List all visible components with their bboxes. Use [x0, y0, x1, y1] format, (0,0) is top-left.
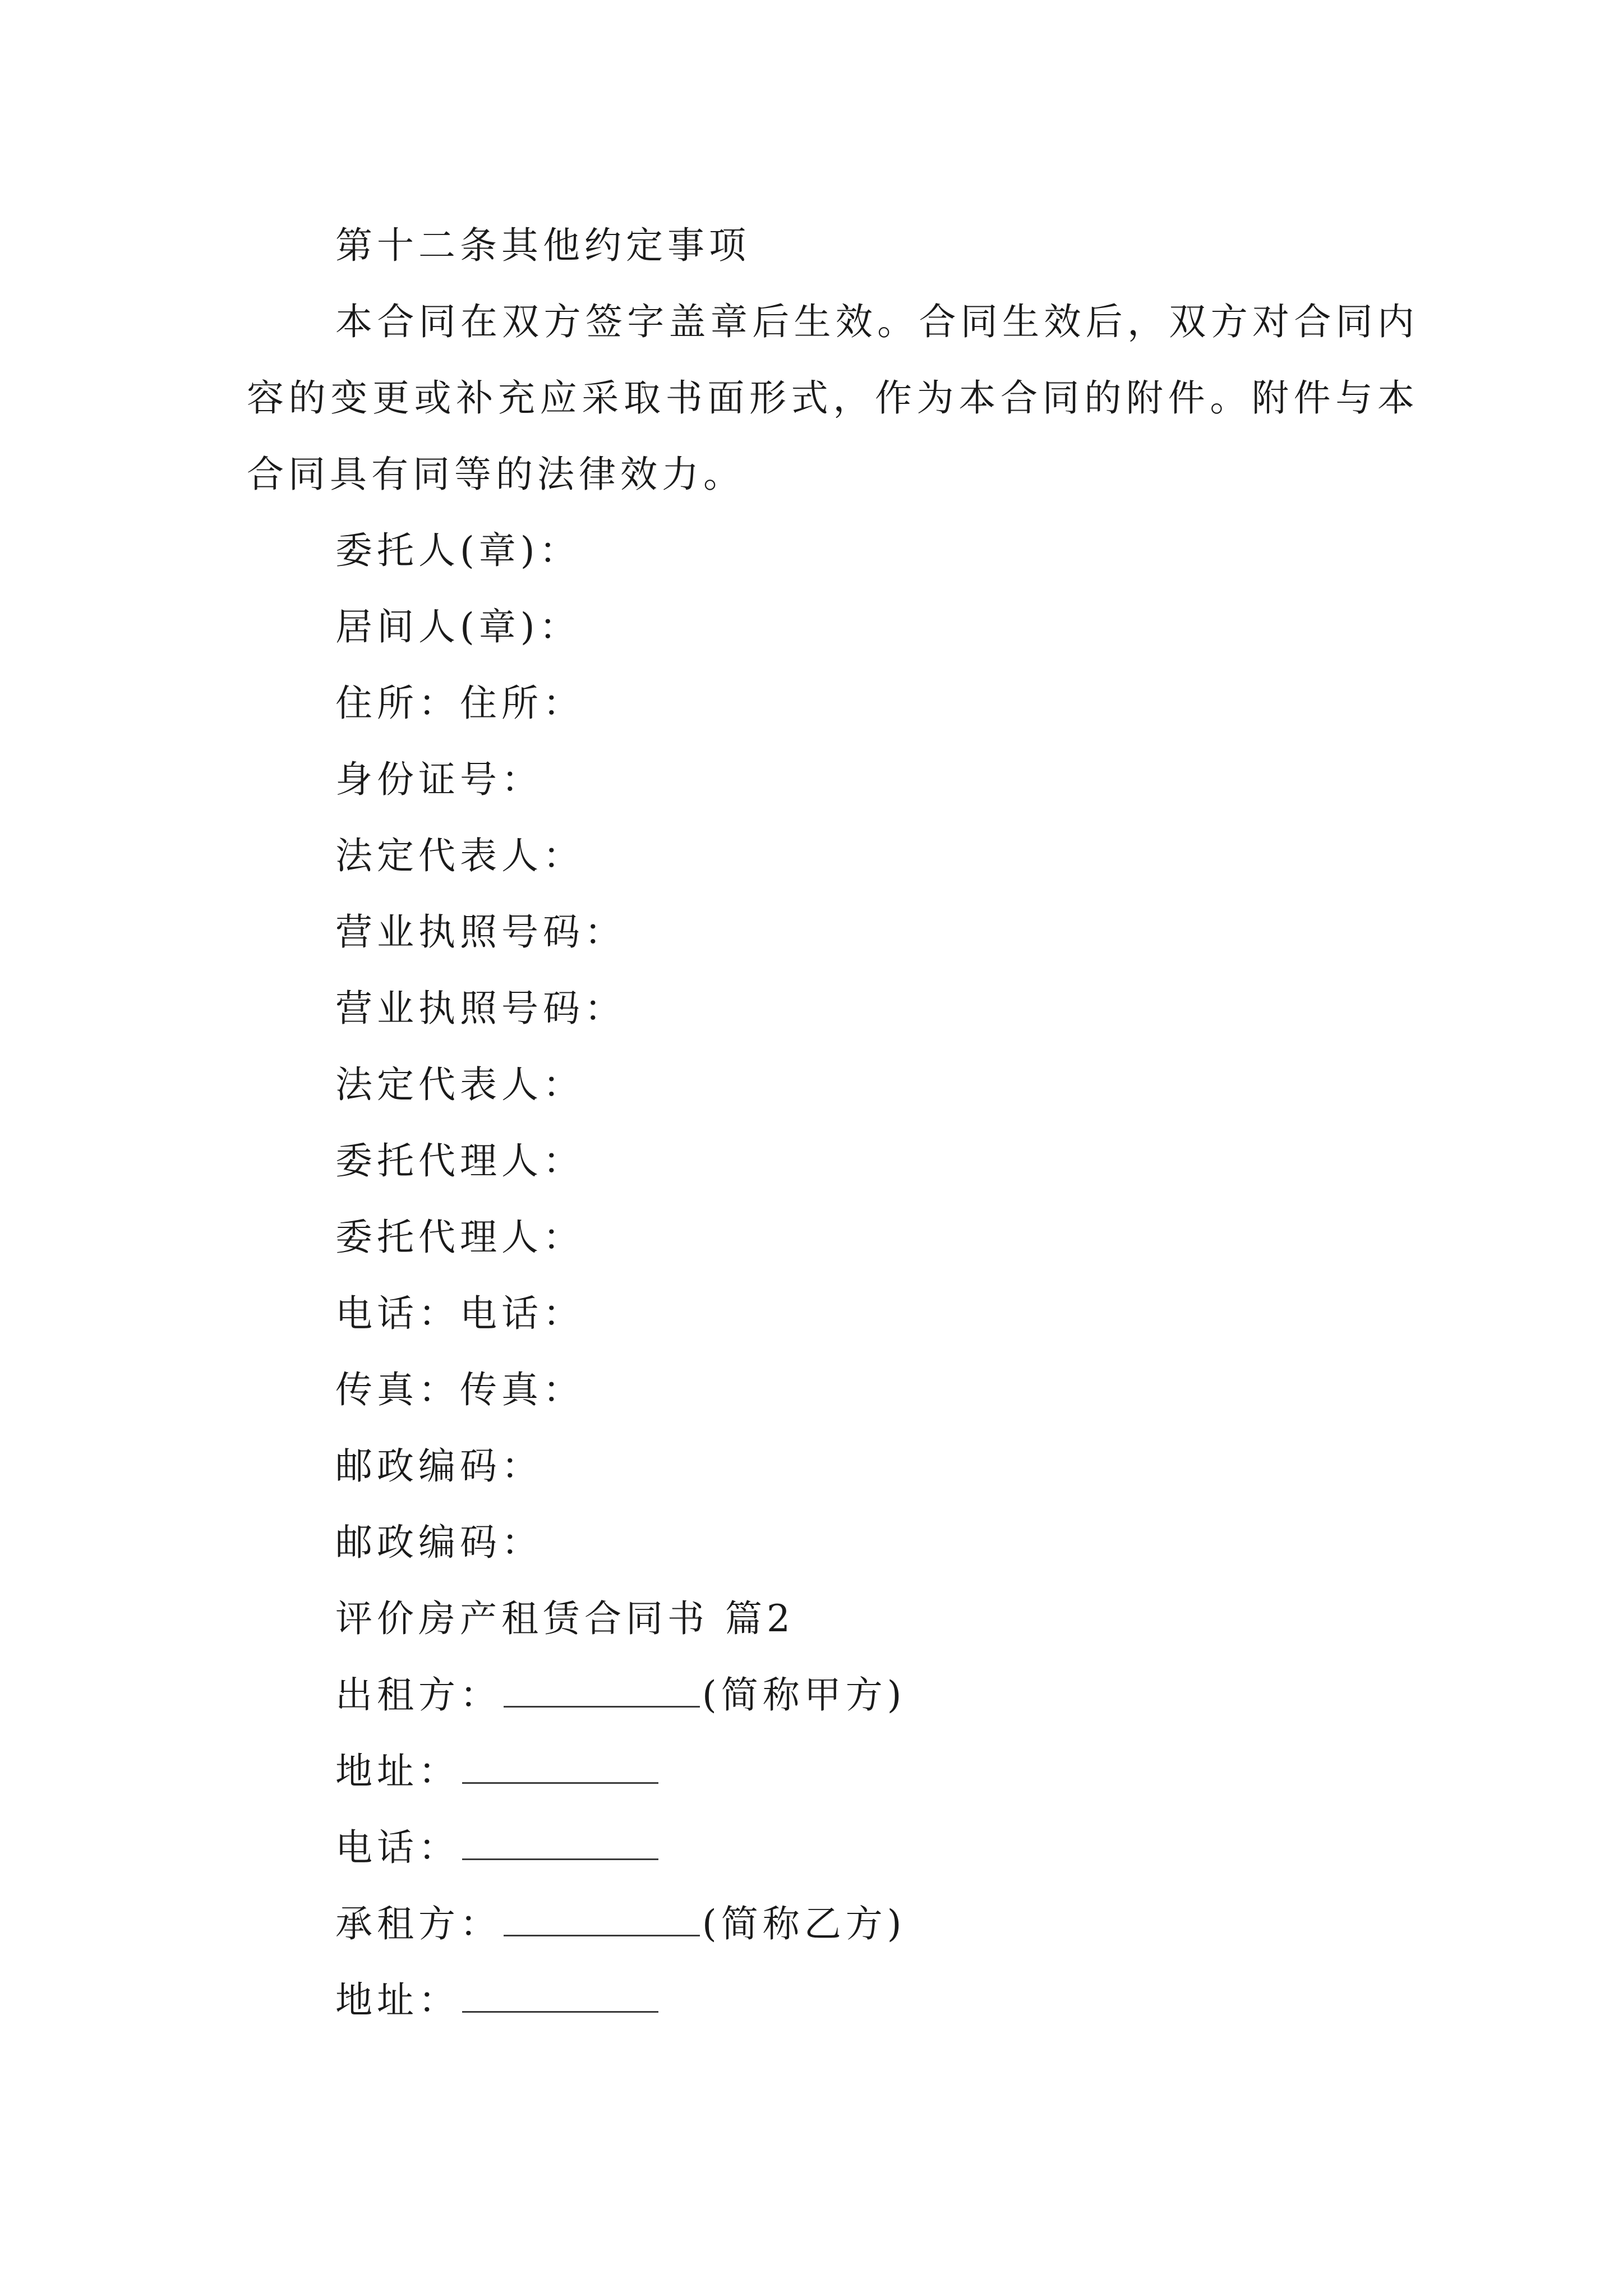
field-label: 承租方： [335, 1902, 501, 1945]
form-field-lessee [247, 1886, 1424, 1962]
signature-line: 住所：住所： [335, 682, 584, 725]
signature-line: 委托代理人： [335, 1216, 584, 1259]
document-body [247, 208, 1424, 2039]
signature-line: 身份证号： [335, 758, 543, 801]
signature-line: 居间人(章)： [335, 605, 581, 648]
signature-line: 邮政编码： [335, 1444, 543, 1488]
signature-line: 法定代表人： [335, 1063, 584, 1106]
signature-line: 电话：电话： [335, 1292, 584, 1335]
field-label: 电话： [335, 1826, 460, 1869]
blank-underline [462, 1747, 658, 1784]
field-label: 地址： [335, 1750, 460, 1793]
field-suffix: (简称乙方) [702, 1902, 906, 1945]
article-heading: 第十二条其他约定事项 [335, 224, 750, 267]
blank-underline [462, 1824, 658, 1860]
signature-line: 委托人(章)： [335, 529, 581, 572]
signature-line: 委托代理人： [335, 1139, 584, 1182]
signature-line: 邮政编码： [335, 1521, 543, 1564]
section-title: 评价房产租赁合同书 篇2 [335, 1597, 795, 1640]
blank-underline [504, 1671, 700, 1708]
article-paragraph: 本合同在双方签字盖章后生效。合同生效后，双方对合同内容的变更或补充应采取书面形式，作为本合同的附件。附件与本合同具有同等的法律效力。 [247, 300, 1419, 496]
field-suffix: (简称甲方) [702, 1673, 906, 1717]
form-field-phone [247, 1810, 1424, 1886]
form-field-lessor [247, 1657, 1424, 1733]
signature-line: 营业执照号码： [335, 910, 626, 954]
signature-line: 传真：传真： [335, 1368, 584, 1411]
form-field-address [247, 1962, 1424, 2039]
blank-underline [504, 1900, 700, 1936]
field-label: 出租方： [335, 1673, 501, 1717]
signature-line: 营业执照号码： [335, 987, 626, 1030]
form-field-address [247, 1733, 1424, 1810]
field-label: 地址： [335, 1978, 460, 2022]
signature-line: 法定代表人： [335, 834, 584, 877]
blank-underline [462, 1976, 658, 2013]
